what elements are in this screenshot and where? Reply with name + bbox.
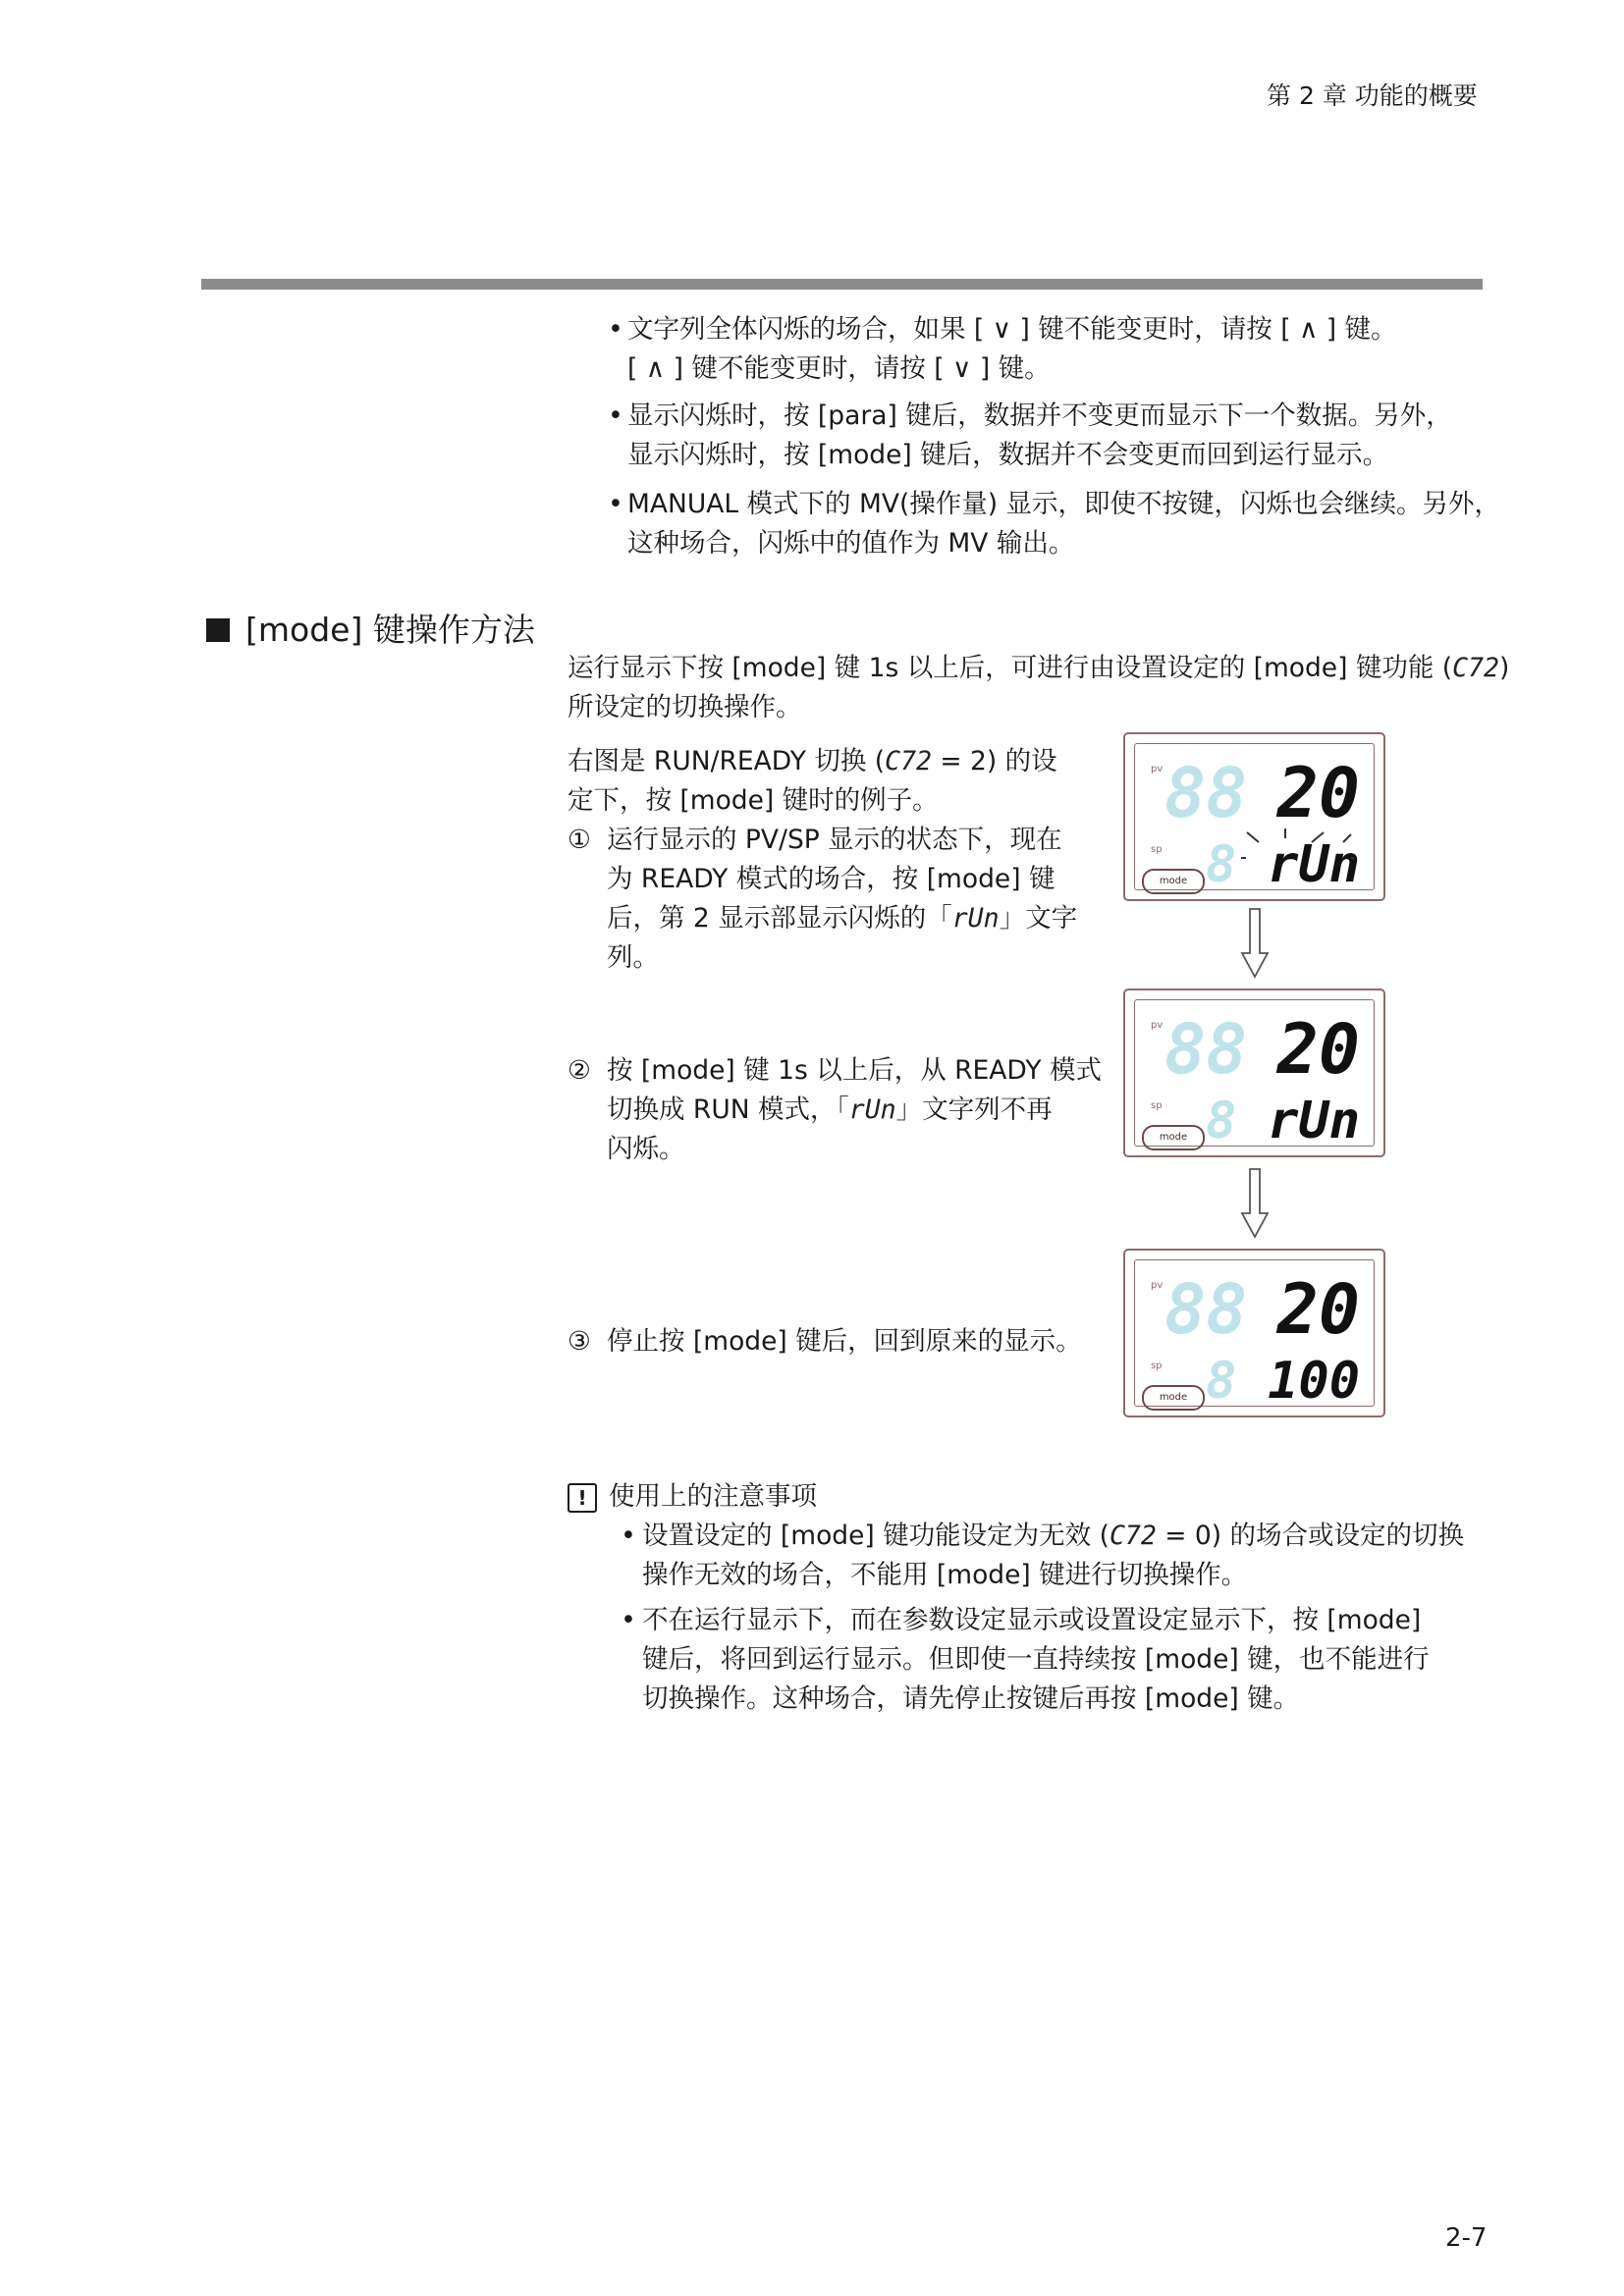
page-number: 2-7 — [1445, 2223, 1488, 2253]
display-symbol: rUn — [951, 903, 1000, 934]
bullet-item — [606, 485, 1500, 563]
sp-value: 100 — [1268, 1352, 1360, 1411]
down-arrow-icon — [1240, 908, 1270, 979]
pv-value: 20 — [1276, 753, 1360, 833]
bullet-line: [ ∧ ] 键不能变更时，请按 [ ∨ ] 键。 — [627, 353, 1051, 384]
bullet-line: MANUAL 模式下的 MV(操作量) 显示，即使不按键，闪烁也会继续。另外， — [627, 489, 1501, 519]
example-intro: 右图是 RUN/READY 切换 (C72 = 2) 的设 定下，按 [mode] 键时的例子。 — [568, 746, 1057, 816]
controller-display — [1123, 732, 1385, 901]
bullet-item — [606, 397, 1452, 475]
parameter-symbol: C72 — [885, 746, 932, 776]
section-intro: 运行显示下按 [mode] 键 1s 以上后，可进行由设置设定的 [mode] 键功能 (C72) 所设定的切换操作。 — [568, 653, 1510, 722]
step-1: ① 运行显示的 PV/SP 显示的状态下，现在 为 READY 模式的场合，按 [mode] 键 后，第 2 显示部显示闪烁的「rUn」文字 列。 — [568, 821, 1077, 978]
step-number: ① — [568, 825, 591, 855]
step-number: ② — [568, 1055, 591, 1086]
bullet-mark: • — [608, 400, 623, 431]
bullet-mark: • — [621, 1605, 636, 1635]
bullet-line: 文字列全体闪烁的场合，如果 [ ∨ ] 键不能变更时，请按 [ ∧ ] 键。 — [627, 314, 1397, 345]
pv-unlit-segments: 88 — [1164, 1269, 1248, 1350]
notes-heading: ! 使用上的注意事项 — [568, 1477, 817, 1517]
bullet-line: 显示闪烁时，按 [mode] 键后，数据并不会变更而回到运行显示。 — [627, 440, 1389, 470]
sp-label: sp — [1151, 844, 1163, 855]
sp-value: rUn — [1268, 1092, 1360, 1150]
mode-button[interactable]: mode — [1142, 1385, 1205, 1411]
pv-unlit-segments: 88 — [1164, 1009, 1248, 1090]
step-3: ③ 停止按 [mode] 键后，回到原来的显示。 — [568, 1322, 1082, 1362]
sp-value: rUn — [1268, 835, 1360, 894]
down-arrow-icon — [1240, 1168, 1270, 1239]
pv-value: 20 — [1276, 1269, 1360, 1350]
warning-icon: ! — [568, 1483, 597, 1513]
bullet-line: 显示闪烁时，按 [para] 键后，数据并不变更而显示下一个数据。另外， — [627, 400, 1452, 431]
bullet-line: 这种场合，闪烁中的值作为 MV 输出。 — [627, 528, 1075, 559]
sp-unlit-segments: 8 — [1206, 1352, 1237, 1411]
pv-label: pv — [1151, 1280, 1164, 1291]
note-item: • 不在运行显示下，而在参数设定显示或设置设定显示下，按 [mode] 键后，将回到运行显示。但即使一直持续按 [mode] 键，也不能进行 切换操作。这种场合，请先停止按键后再按 [mode] 键。 — [619, 1601, 1430, 1719]
parameter-symbol: C72 — [1452, 653, 1500, 683]
bullet-mark: • — [621, 1521, 636, 1551]
pv-label: pv — [1151, 764, 1164, 774]
note-item: • 设置设定的 [mode] 键功能设定为无效 (C72 = 0) 的场合或设定的切换 操作无效的场合，不能用 [mode] 键进行切换操作。 — [619, 1517, 1464, 1595]
chapter-header: 第 2 章 功能的概要 — [1267, 81, 1478, 110]
bullet-item — [606, 310, 1397, 389]
bullet-mark: • — [608, 489, 623, 519]
sp-unlit-segments: 8 — [1206, 1092, 1237, 1150]
blink-indicator-icon — [1241, 828, 1354, 889]
parameter-symbol: C72 — [1109, 1521, 1157, 1551]
step-2: ② 按 [mode] 键 1s 以上后，从 READY 模式 切换成 RUN 模式，「rUn」文字列不再 闪烁。 — [568, 1051, 1102, 1169]
pv-unlit-segments: 88 — [1164, 753, 1248, 833]
header-rule — [201, 279, 1483, 290]
sp-label: sp — [1151, 1361, 1163, 1371]
mode-button[interactable]: mode — [1142, 869, 1205, 894]
controller-display — [1123, 1249, 1385, 1417]
section-title: [mode] 键操作方法 — [206, 609, 535, 652]
mode-button[interactable]: mode — [1142, 1125, 1205, 1150]
pv-value: 20 — [1276, 1009, 1360, 1090]
controller-display — [1123, 988, 1385, 1157]
display-symbol: rUn — [848, 1095, 896, 1125]
sp-unlit-segments: 8 — [1206, 835, 1237, 894]
bullet-mark: • — [608, 314, 623, 345]
square-bullet-icon — [206, 618, 230, 642]
sp-label: sp — [1151, 1100, 1163, 1111]
step-number: ③ — [568, 1326, 591, 1357]
pv-label: pv — [1151, 1020, 1164, 1031]
